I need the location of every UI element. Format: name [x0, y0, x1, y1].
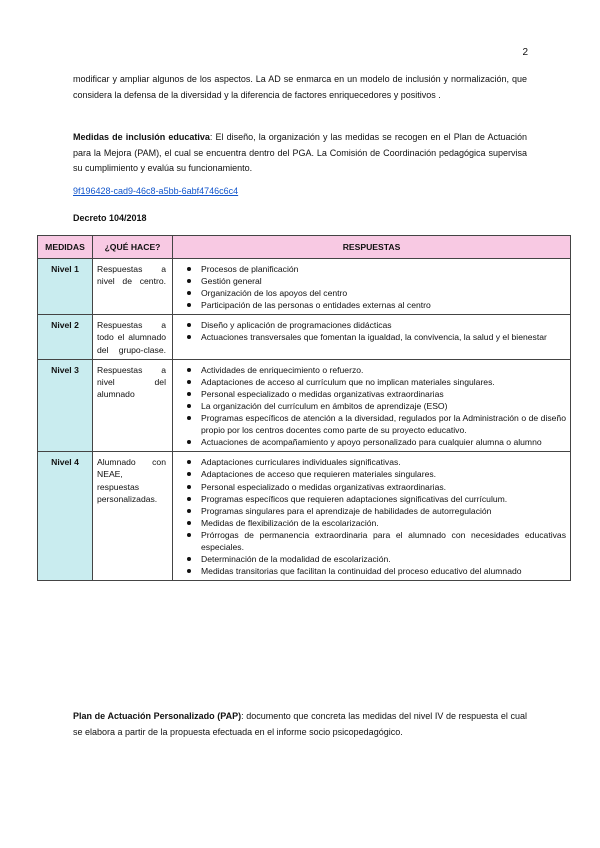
- nivel-2-que-hace: Respuestas a todo el alumnado del grupo-clase.: [93, 315, 173, 359]
- nivel-4-label: Nivel 4: [38, 452, 93, 581]
- list-item: Actuaciones de acompañamiento y apoyo personalizado para cualquier alumna o alumno: [201, 436, 566, 448]
- medidas-text: : El diseño, la organización y las medidas se recogen en el Plan de Actuación para la Mejora (PAM), el cual se encuentra dentro del PGA. La Comisión de Coordinación pedagógica supervisa su cumplimiento y evalúa su funcionamiento.: [73, 132, 527, 173]
- document-link[interactable]: 9f196428-cad9-46c8-a5bb-6abf4746c6c4: [73, 186, 239, 196]
- list-item: Actividades de enriquecimiento o refuerzo.: [201, 364, 566, 376]
- medidas-label: Medidas de inclusión educativa: [73, 132, 210, 142]
- list-item: Adaptaciones curriculares individuales significativas.: [201, 456, 566, 468]
- list-item: Personal especializado o medidas organizativas extraordinarias: [201, 388, 566, 400]
- list-item: Medidas transitorias que facilitan la continuidad del proceso educativo del alumnado: [201, 565, 566, 577]
- table-row: [38, 359, 571, 452]
- intro-paragraph: modificar y ampliar algunos de los aspectos. La AD se enmarca en un modelo de inclusión y normalización, que considera la defensa de la diversidad y la diferencia de factores enriquecedores y positivos .: [73, 74, 527, 100]
- nivel-1-que-hace: Respuestas a nivel de centro.: [93, 259, 173, 315]
- list-item: Programas específicos que requieren adaptaciones significativas del currículum.: [201, 493, 566, 505]
- pap-paragraph: [73, 709, 527, 740]
- nivel-1-respuestas: [173, 259, 571, 315]
- list-item: Adaptaciones de acceso al currículum que no implican materiales singulares.: [201, 376, 566, 388]
- list-item: Adaptaciones de acceso que requieren materiales singulares.: [201, 468, 566, 480]
- nivel-4-respuestas: [173, 452, 571, 581]
- list-item: Programas específicos de atención a la diversidad, regulados por la Administración o de diseño propio por los centros docentes como parte de su proyecto educativo.: [201, 413, 566, 436]
- header-respuestas: RESPUESTAS: [173, 236, 571, 259]
- list-item: Prórrogas de permanencia extraordinaria para el alumnado con necesidades educativas especiales.: [201, 529, 566, 552]
- list-item: Participación de las personas o entidades externas al centro: [201, 299, 566, 311]
- table-row: [38, 315, 571, 359]
- nivel-2-label: Nivel 2: [38, 315, 93, 359]
- decreto-title: Decreto 104/2018: [73, 213, 147, 223]
- list-item: Medidas de flexibilización de la escolarización.: [201, 517, 566, 529]
- nivel-1-label: Nivel 1: [38, 259, 93, 315]
- header-medidas: MEDIDAS: [38, 236, 93, 259]
- table-header-row: [38, 236, 571, 259]
- nivel-3-label: Nivel 3: [38, 359, 93, 452]
- nivel-2-respuestas: [173, 315, 571, 359]
- list-item: Actuaciones transversales que fomentan la igualdad, la convivencia, la salud y el bienestar: [201, 331, 566, 343]
- list-item: Personal especializado o medidas organizativas extraordinarias.: [201, 481, 566, 493]
- nivel-3-que-hace: Respuestas a nivel del alumnado: [93, 359, 173, 452]
- nivel-4-que-hace: Alumnado con NEAE, respuestas personalizadas.: [93, 452, 173, 581]
- medidas-paragraph: [73, 130, 527, 177]
- list-item: Gestión general: [201, 275, 566, 287]
- medidas-table: [37, 235, 571, 581]
- pap-label: Plan de Actuación Personalizado (PAP): [73, 711, 242, 721]
- list-item: Organización de los apoyos del centro: [201, 287, 566, 299]
- list-item: Procesos de planificación: [201, 263, 566, 275]
- list-item: Programas singulares para el aprendizaje de habilidades de autorregulación: [201, 505, 566, 517]
- list-item: La organización del currículum en ámbitos de aprendizaje (ESO): [201, 400, 566, 412]
- list-item: Diseño y aplicación de programaciones didácticas: [201, 319, 566, 331]
- header-que-hace: ¿QUÉ HACE?: [93, 236, 173, 259]
- pap-text: : documento que concreta las medidas del nivel IV de respuesta el cual se elabora a partir de la propuesta efectuada en el informe socio psicopedagógico.: [73, 711, 527, 737]
- page-number: 2: [522, 47, 528, 58]
- table-row: [38, 259, 571, 315]
- table-row: [38, 452, 571, 581]
- nivel-3-respuestas: [173, 359, 571, 452]
- list-item: Determinación de la modalidad de escolarización.: [201, 553, 566, 565]
